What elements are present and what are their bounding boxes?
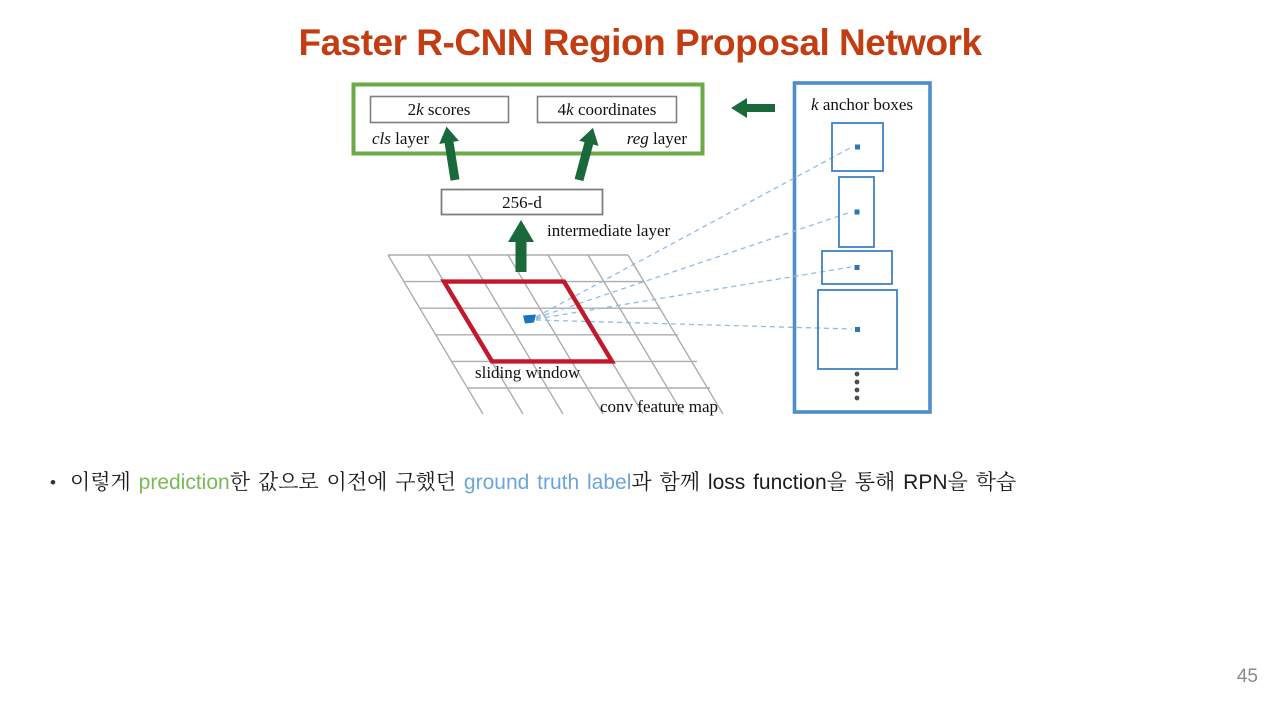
rpn-diagram	[340, 75, 940, 425]
intermediate-layer-label: intermediate layer	[547, 221, 671, 240]
anchor-dot-1	[855, 145, 860, 150]
slide-title: Faster R-CNN Region Proposal Network	[298, 22, 982, 63]
bullet-text-segment-ground-truth: ground truth label	[463, 471, 632, 494]
scores-label: 2k scores	[407, 100, 471, 119]
bullet-marker: •	[50, 473, 56, 492]
intermediate-arrow	[508, 220, 534, 272]
anchor-panel-title	[811, 95, 913, 114]
green-arrows	[437, 98, 775, 272]
anchor-title-k: k	[811, 95, 819, 114]
conv-feature-map-label: conv feature map	[600, 397, 718, 416]
coordinates-label: 4k coordinates	[557, 100, 657, 119]
anchor-title-rest: anchor boxes	[818, 95, 913, 114]
bullet-text	[70, 468, 1016, 498]
cls-layer-label: cls layer	[372, 129, 430, 148]
bullet-text-segment-prediction: prediction	[138, 471, 230, 494]
page-number: 45	[1236, 666, 1258, 687]
sliding-window-label: sliding window	[475, 363, 581, 382]
anchor-dot-4	[855, 327, 860, 332]
bullet-item	[50, 468, 1230, 498]
center-point	[523, 315, 536, 324]
anchor-dot-2	[855, 210, 860, 215]
dim-256-label: 256-d	[502, 193, 542, 212]
anchor-dot-3	[855, 265, 860, 270]
bullet-text-segment: 과 함께 loss function을 통해 RPN을 학습	[631, 471, 1017, 494]
reg-layer-label: reg layer	[626, 129, 687, 148]
bullet-text-segment: 한 값으로 이전에 구했던	[229, 471, 464, 494]
bullet-text-segment: 이렇게	[69, 471, 139, 494]
conv-feature-map-grid	[388, 255, 723, 414]
anchor-to-output-arrow	[731, 98, 775, 118]
